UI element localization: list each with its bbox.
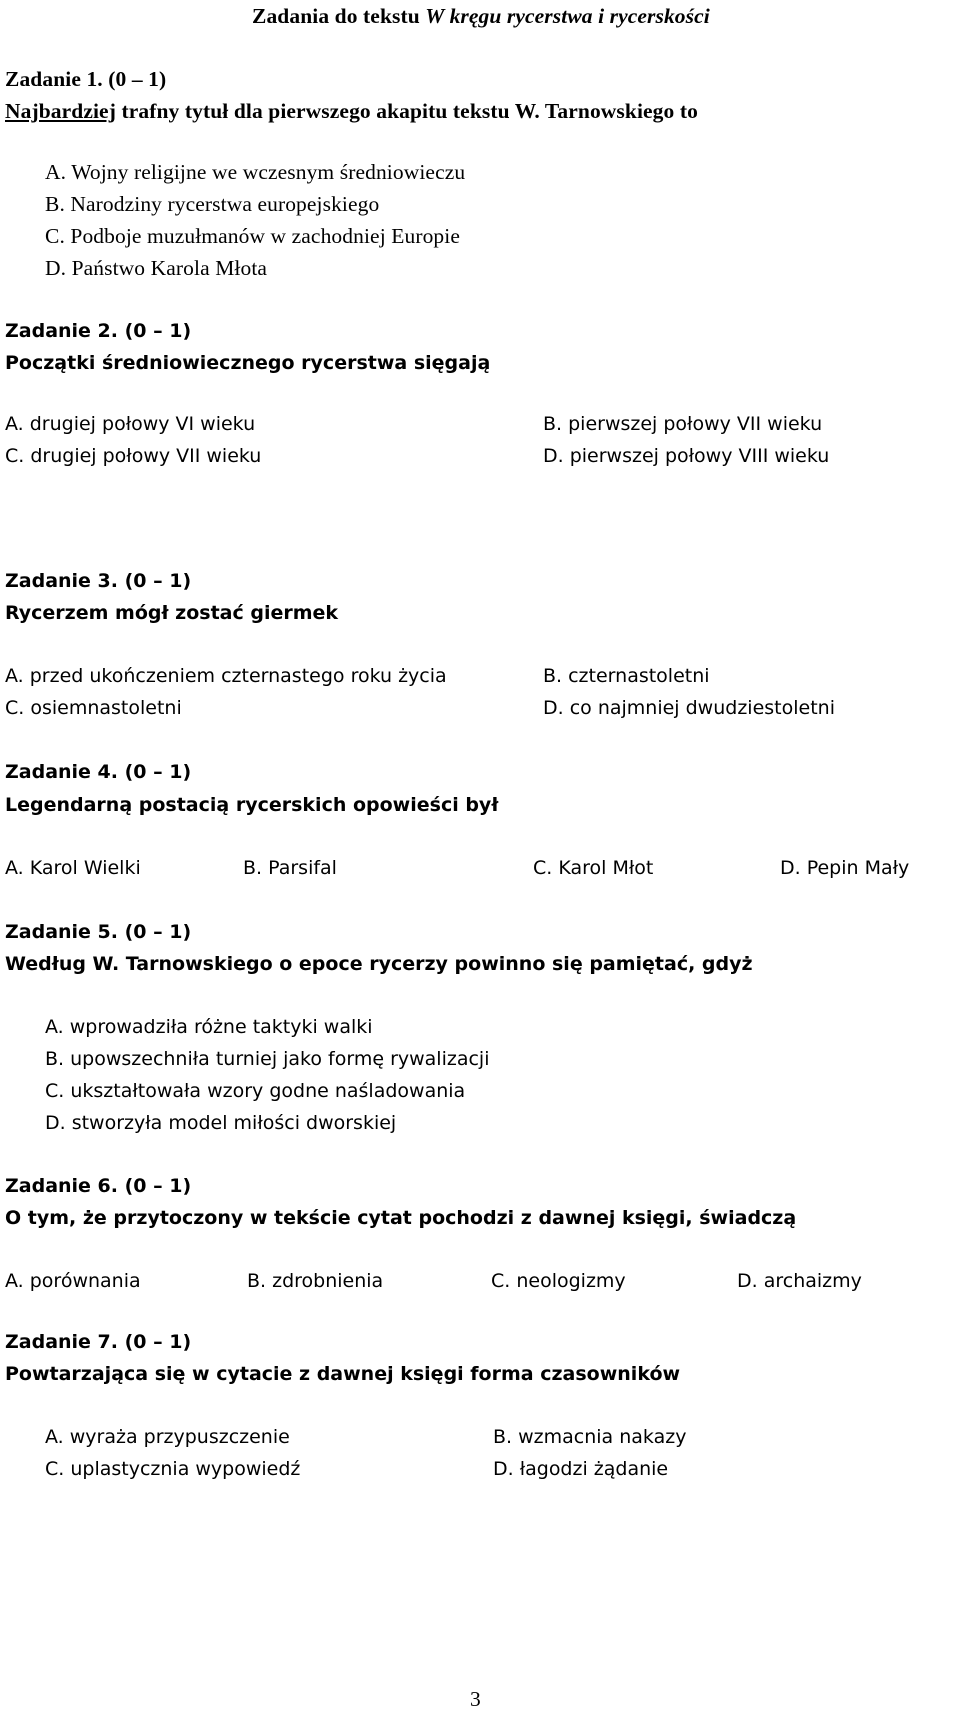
task7-label: Zadanie 7. (0 – 1): [5, 1331, 192, 1353]
task2-option-c[interactable]: C. drugiej połowy VII wieku: [5, 445, 262, 467]
task1-option-c[interactable]: C. Podboje muzułmanów w zachodniej Europie: [45, 224, 460, 248]
task7-option-a[interactable]: A. wyraża przypuszczenie: [45, 1426, 290, 1448]
task6-option-d[interactable]: D. archaizmy: [737, 1270, 862, 1292]
task1-option-b[interactable]: B. Narodziny rycerstwa europejskiego: [45, 192, 380, 216]
task5-option-d[interactable]: D. stworzyła model miłości dworskiej: [45, 1112, 397, 1134]
task6-question: O tym, że przytoczony w tekście cytat pochodzi z dawnej księgi, świadczą: [5, 1207, 797, 1229]
task7-option-b[interactable]: B. wzmacnia nakazy: [493, 1426, 687, 1448]
task3-option-a[interactable]: A. przed ukończeniem czternastego roku życia: [5, 665, 447, 687]
task6-option-a[interactable]: A. porównania: [5, 1270, 141, 1292]
task6-option-b[interactable]: B. zdrobnienia: [247, 1270, 384, 1292]
task7-question: Powtarzająca się w cytacie z dawnej księgi forma czasowników: [5, 1363, 681, 1385]
task7-option-d[interactable]: D. łagodzi żądanie: [493, 1458, 669, 1480]
task5-label: Zadanie 5. (0 – 1): [5, 921, 192, 943]
task3-label: Zadanie 3. (0 – 1): [5, 570, 192, 592]
task5-question: Według W. Tarnowskiego o epoce rycerzy powinno się pamiętać, gdyż: [5, 953, 753, 975]
task2-option-b[interactable]: B. pierwszej połowy VII wieku: [543, 413, 823, 435]
task5-option-c[interactable]: C. ukształtowała wzory godne naśladowania: [45, 1080, 466, 1102]
page-title-italic: W kręgu rycerstwa i rycerskości: [425, 4, 710, 28]
task5-option-b[interactable]: B. upowszechniła turniej jako formę rywalizacji: [45, 1048, 490, 1070]
task6-option-c[interactable]: C. neologizmy: [491, 1270, 626, 1292]
task1-question-underlined: Najbardziej: [5, 99, 116, 123]
page-title-prefix: Zadania do tekstu: [252, 4, 426, 28]
task1-question: [5, 101, 698, 123]
task3-option-d[interactable]: D. co najmniej dwudziestoletni: [543, 697, 835, 719]
task4-option-d[interactable]: D. Pepin Mały: [780, 857, 910, 879]
task4-label: Zadanie 4. (0 – 1): [5, 761, 192, 783]
task1-question-rest: trafny tytuł dla pierwszego akapitu tekstu W. Tarnowskiego to: [115, 99, 698, 123]
task2-option-a[interactable]: A. drugiej połowy VI wieku: [5, 413, 256, 435]
task1-option-d[interactable]: D. Państwo Karola Młota: [45, 256, 268, 280]
task1-label: Zadanie 1. (0 – 1): [5, 67, 167, 91]
task2-option-d[interactable]: D. pierwszej połowy VIII wieku: [543, 445, 830, 467]
task3-option-b[interactable]: B. czternastoletni: [543, 665, 710, 687]
task6-label: Zadanie 6. (0 – 1): [5, 1175, 192, 1197]
task3-question: Rycerzem mógł zostać giermek: [5, 602, 339, 624]
task5-option-a[interactable]: A. wprowadziła różne taktyki walki: [45, 1016, 373, 1038]
task4-option-a[interactable]: A. Karol Wielki: [5, 857, 141, 879]
task4-option-b[interactable]: B. Parsifal: [243, 857, 337, 879]
page-number: 3: [470, 1687, 481, 1711]
task3-option-c[interactable]: C. osiemnastoletni: [5, 697, 182, 719]
task4-option-c[interactable]: C. Karol Młot: [533, 857, 654, 879]
task1-option-a[interactable]: A. Wojny religijne we wczesnym średniowieczu: [45, 160, 466, 184]
task7-option-c[interactable]: C. uplastycznia wypowiedź: [45, 1458, 301, 1480]
task2-label: Zadanie 2. (0 – 1): [5, 320, 192, 342]
task4-question: Legendarną postacią rycerskich opowieści był: [5, 794, 499, 816]
task2-question: Początki średniowiecznego rycerstwa sięgają: [5, 352, 491, 374]
page-title: [252, 6, 710, 28]
